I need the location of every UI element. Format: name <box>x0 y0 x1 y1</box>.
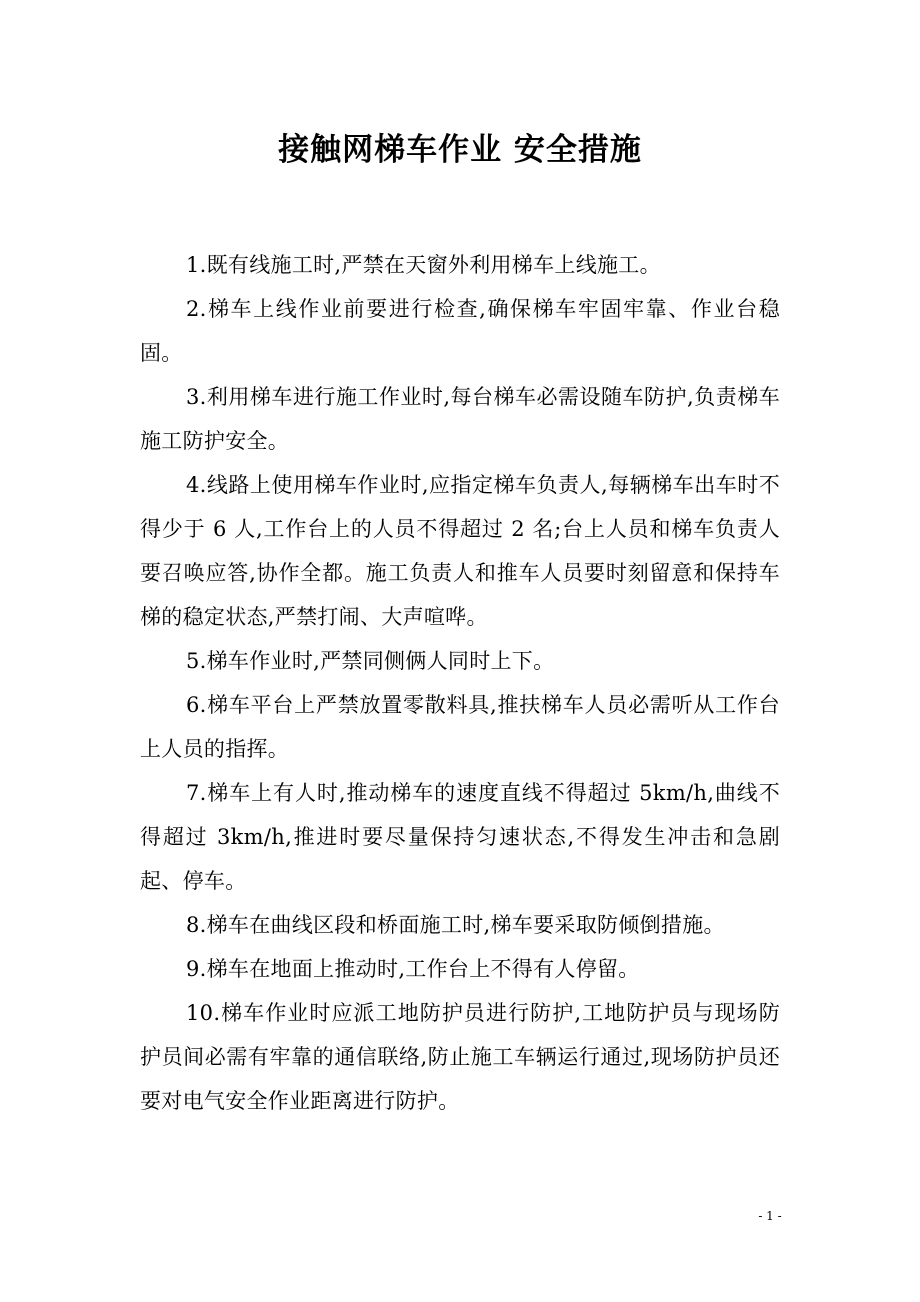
paragraph-6: 6.梯车平台上严禁放置零散料具,推扶梯车人员必需听从工作台上人员的指挥。 <box>140 693 780 761</box>
paragraph-3: 3.利用梯车进行施工作业时,每台梯车必需设随车防护,负责梯车施工防护安全。 <box>140 385 780 453</box>
paragraph-2: 2.梯车上线作业前要进行检查,确保梯车牢固牢靠、作业台稳固。 <box>140 297 780 365</box>
paragraph-8: 8.梯车在曲线区段和桥面施工时,梯车要采取防倾倒措施。 <box>186 913 725 937</box>
paragraph-4: 4.线路上使用梯车作业时,应指定梯车负责人,每辆梯车出车时不得少于 6 人,工作台上的人员不得超过 2 名;台上人员和梯车负责人要召唤应答,协作全都。施工负责人和推车人员要时刻留意和保持车梯的稳定状态,严禁打闹、大声喧哗。 <box>140 473 780 629</box>
paragraph-7: 7.梯车上有人时,推动梯车的速度直线不得超过 5km/h,曲线不得超过 3km/h,推进时要尽量保持匀速状态,不得发生冲击和急剧起、停车。 <box>140 781 780 893</box>
paragraph-9: 9.梯车在地面上推动时,工作台上不得有人停留。 <box>186 957 640 981</box>
page-number: - 1 - <box>758 1209 782 1223</box>
paragraph-1: 1.既有线施工时,严禁在天窗外利用梯车上线施工。 <box>186 253 661 277</box>
paragraph-10: 10.梯车作业时应派工地防护员进行防护,工地防护员与现场防护员间必需有牢靠的通信联络,防止施工车辆运行通过,现场防护员还要对电气安全作业距离进行防护。 <box>140 1001 780 1113</box>
document-title: 接触网梯车作业 安全措施 <box>278 132 642 168</box>
paragraph-5: 5.梯车作业时,严禁同侧俩人同时上下。 <box>186 649 555 673</box>
document-body <box>140 243 780 1123</box>
